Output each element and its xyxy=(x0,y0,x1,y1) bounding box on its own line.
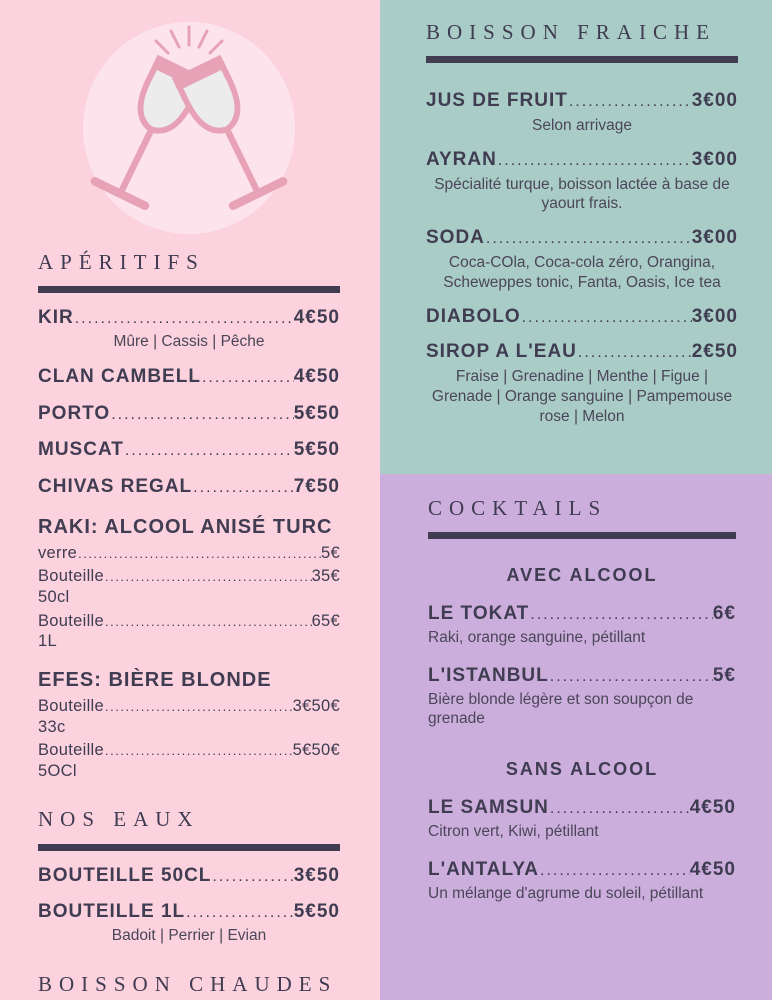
item-desc: Spécialité turque, boisson lactée à base de yaourt frais. xyxy=(434,175,730,213)
dot-leader xyxy=(185,903,294,923)
dot-leader xyxy=(568,92,692,112)
item-desc: Citron vert, Kiwi, pétillant xyxy=(428,822,599,840)
item-name: PORTO xyxy=(38,402,111,424)
section-title-fraiche: BOISSON FRAICHE xyxy=(426,20,716,44)
menu-item-row xyxy=(38,402,340,426)
item-name: Bouteille 50cl xyxy=(38,567,104,607)
dot-leader xyxy=(124,441,294,461)
item-desc: Fraise | Grenadine | Menthe | Figue | Grenade | Orange sanguine | Pampemouse rose | Melon xyxy=(431,368,733,425)
dot-leader xyxy=(104,699,293,715)
item-name: L'ANTALYA xyxy=(428,858,539,880)
item-name: Bouteille 33c xyxy=(38,696,104,736)
section-title-cocktails: COCKTAILS xyxy=(428,496,608,520)
item-desc: Selon arrivage xyxy=(532,116,632,134)
menu-item-row xyxy=(426,305,738,329)
item-desc: Badoit | Perrier | Evian xyxy=(111,927,267,945)
dot-leader xyxy=(104,743,293,759)
menu-item-row xyxy=(38,740,340,781)
subsection-title-sans-alcool: SANS ALCOOL xyxy=(505,759,659,780)
item-price: 4€50 xyxy=(689,797,736,819)
section-title-aperitifs: APÉRITIFS xyxy=(38,250,205,274)
item-name: BOUTEILLE 50CL xyxy=(38,864,212,886)
section-title-chaudes: BOISSON CHAUDES xyxy=(38,971,338,996)
subsection-title-raki: RAKI: ALCOOL ANISÉ TURC xyxy=(38,515,333,538)
item-name: LE SAMSUN xyxy=(428,797,549,819)
item-name: MUSCAT xyxy=(38,439,124,461)
divider-fraiche xyxy=(426,56,738,63)
item-price: 7€50 xyxy=(293,476,340,498)
dot-leader xyxy=(77,546,321,562)
item-price: 3€00 xyxy=(691,227,738,249)
item-price: 4€50 xyxy=(293,307,340,329)
menu-item-row xyxy=(426,226,738,250)
clinking-glasses-icon xyxy=(84,23,294,233)
item-name: LE TOKAT xyxy=(428,603,530,625)
item-desc: Raki, orange sanguine, pétillant xyxy=(428,628,646,646)
subsection-title-efes: EFES: BIÈRE BLONDE xyxy=(38,668,272,691)
item-name: Bouteille 5OCl xyxy=(38,741,104,780)
menu-item-row xyxy=(38,864,340,888)
item-desc: Coca-COla, Coca-cola zéro, Orangina, Scheweppes tonic, Fanta, Oasis, Ice tea xyxy=(443,253,721,291)
item-price: 5€50 xyxy=(293,402,340,424)
item-price: 5€50€ xyxy=(292,741,340,760)
menu-item-row xyxy=(428,664,736,688)
clink-rays-icon xyxy=(156,27,222,53)
item-price: 3€00 xyxy=(691,305,738,327)
item-price: 5€50 xyxy=(293,439,340,461)
boisson-fraiche-panel xyxy=(380,0,772,474)
item-price: 4€50 xyxy=(293,365,340,387)
menu-item-row xyxy=(38,306,340,330)
item-name: verre xyxy=(38,543,78,562)
item-name: BOUTEILLE 1L xyxy=(38,901,186,923)
item-desc: Mûre | Cassis | Pêche xyxy=(113,332,265,350)
subsection-title-avec-alcool: AVEC ALCOOL xyxy=(506,565,658,586)
item-price: 5€50 xyxy=(293,901,340,923)
item-price: 3€50€ xyxy=(292,696,340,715)
section-title-eaux: NOS EAUX xyxy=(38,807,200,832)
dot-leader xyxy=(211,867,293,887)
menu-item-row xyxy=(38,611,340,652)
dot-leader xyxy=(539,861,690,881)
dot-leader xyxy=(549,799,690,819)
menu-item-row xyxy=(38,566,340,607)
item-price: 6€ xyxy=(712,603,736,625)
item-name: KIR xyxy=(38,307,74,329)
item-price: 3€00 xyxy=(691,90,738,112)
menu-item-row xyxy=(428,858,736,882)
menu-item-row xyxy=(426,89,738,113)
menu-item-row xyxy=(38,543,340,564)
dot-leader xyxy=(497,151,692,171)
divider-cocktails xyxy=(428,532,736,539)
menu-item-row xyxy=(38,438,340,462)
item-desc: Bière blonde légère et son soupçon de grenade xyxy=(428,690,694,728)
item-name: Bouteille 1L xyxy=(38,611,104,651)
item-name: DIABOLO xyxy=(426,305,521,327)
dot-leader xyxy=(577,343,692,363)
dot-leader xyxy=(104,569,312,585)
item-price: 2€50 xyxy=(691,341,738,363)
item-name: CLAN CAMBELL xyxy=(38,365,201,387)
item-price: 65€ xyxy=(311,611,340,630)
dot-leader xyxy=(104,614,312,630)
item-price: 3€00 xyxy=(691,148,738,170)
left-panel xyxy=(0,0,380,1000)
dot-leader xyxy=(201,368,294,388)
dot-leader xyxy=(192,478,294,498)
item-price: 3€50 xyxy=(293,864,340,886)
cocktails-panel xyxy=(380,474,772,1000)
menu-item-row xyxy=(38,475,340,499)
item-price: 4€50 xyxy=(689,858,736,880)
dot-leader xyxy=(74,309,294,329)
right-glass-icon xyxy=(167,53,288,212)
menu-item-row xyxy=(38,696,340,737)
item-name: JUS DE FRUIT xyxy=(426,90,568,112)
menu-item-row xyxy=(428,602,736,626)
item-desc: Un mélange d'agrume du soleil, pétillant xyxy=(428,884,704,902)
item-price: 5€ xyxy=(712,664,736,686)
item-name: SIROP A L'EAU xyxy=(426,341,577,363)
item-name: AYRAN xyxy=(426,148,497,170)
divider-eaux xyxy=(38,844,340,851)
dot-leader xyxy=(549,667,713,687)
menu-item-row xyxy=(426,340,738,364)
dot-leader xyxy=(521,308,692,328)
item-name: SODA xyxy=(426,227,485,249)
item-price: 5€ xyxy=(321,543,340,562)
menu-item-row xyxy=(426,148,738,172)
menu-item-row xyxy=(38,900,340,924)
logo-circle xyxy=(83,22,295,234)
item-name: L'ISTANBUL xyxy=(428,664,549,686)
dot-leader xyxy=(110,405,294,425)
menu-item-row xyxy=(428,796,736,820)
item-price: 35€ xyxy=(311,567,340,586)
dot-leader xyxy=(485,229,692,249)
dot-leader xyxy=(529,605,713,625)
divider-aperitifs xyxy=(38,286,340,293)
item-name: CHIVAS REGAL xyxy=(38,476,193,498)
menu-item-row xyxy=(38,365,340,389)
